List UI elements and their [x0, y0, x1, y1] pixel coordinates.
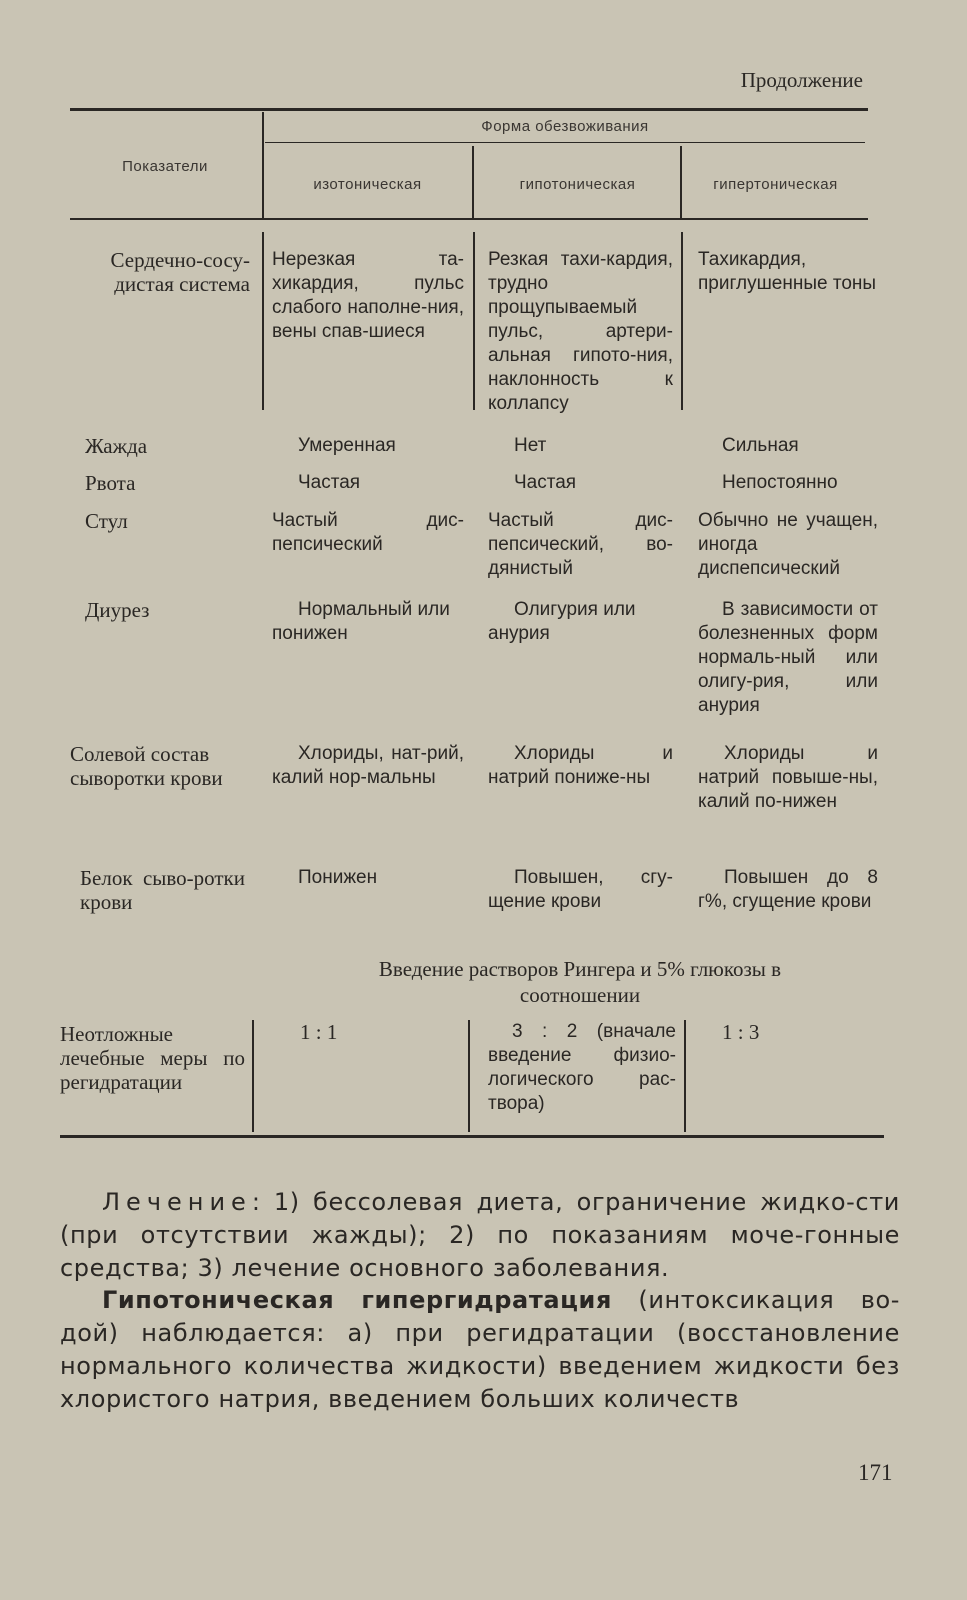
- cell-hyper-diuresis: В зависимости от болезненных форм нормаль-ный или олигу-рия, или анурия: [698, 599, 878, 716]
- row-label-rehydration: Неотложные лечебные меры по регидратации: [60, 1022, 245, 1094]
- cell-iso-cardio: Нерезкая та-хикардия, пульс слабого наполне-ния, вены спав-шиеся: [272, 249, 464, 342]
- header-hypotonic: гипотоническая: [519, 176, 636, 193]
- cell-hyper-ratio: 1 : 3: [722, 1020, 760, 1044]
- header-isotonic: изотоническая: [313, 176, 422, 193]
- cell-hyper-protein: Повышен до 8 г%, сгущение крови: [698, 867, 878, 912]
- cell-hypo-salt: Хлориды и натрий пониже-ны: [488, 743, 673, 788]
- cell-hypo-cardio: Резкая тахи-кардия, трудно прощупываемый пульс, артери-альная гипото-ния, наклонность к коллапсу: [488, 249, 673, 414]
- row-label-stool: Стул: [85, 509, 128, 533]
- cell-iso-ratio: 1 : 1: [300, 1020, 338, 1044]
- cell-iso-vomiting: Частая: [298, 472, 361, 493]
- row-label-salt: Солевой состав сыворотки крови: [70, 742, 223, 790]
- row-label-vomiting: Рвота: [85, 471, 136, 495]
- group-header-rule: [265, 142, 865, 143]
- header-divider-3: [680, 146, 682, 218]
- treatment-text: : 1) бессолевая диета, ограничение жидко-сти (при отсутствии жажды); 2) по показаниям моче-гонные средства; 3) лечение основного заболевания.: [60, 1188, 900, 1282]
- cell-hypo-vomiting: Частая: [514, 472, 577, 493]
- last-divider-1: [252, 1020, 254, 1132]
- cell-hyper-cardio: Тахикардия, приглушенные тоны: [698, 249, 877, 294]
- table-top-rule: [70, 108, 868, 111]
- cell-hypo-ratio: 3 : 2 (вначале введение физио-логического рас-твора): [488, 1021, 676, 1114]
- header-bottom-rule: [70, 218, 868, 220]
- cell-hypo-stool: Частый дис-пепсический, во-дянистый: [488, 510, 673, 579]
- header-divider-2: [472, 146, 474, 218]
- rehydration-span-text: Введение растворов Рингера и 5% глюкозы в соотношении: [378, 957, 782, 1007]
- row-label-cardio: Сердечно-сосу-дистая система: [110, 248, 250, 296]
- row-label-diuresis: Диурез: [85, 598, 150, 622]
- header-hypertonic: гипертоническая: [713, 176, 838, 193]
- cell-iso-stool: Частый дис-пепсический: [272, 510, 464, 555]
- cell-iso-salt: Хлориды, нат-рий, калий нор-мальны: [272, 743, 464, 788]
- header-divider-1: [262, 112, 264, 218]
- cell-iso-protein: Понижен: [298, 867, 378, 888]
- cell-hypo-thirst: Нет: [514, 435, 547, 456]
- hypotonic-term: Гипотоническая гипергидратация: [102, 1286, 612, 1314]
- cell-hyper-thirst: Сильная: [722, 435, 799, 456]
- last-divider-3: [684, 1020, 686, 1132]
- body-divider-1: [262, 232, 264, 410]
- cell-hyper-salt: Хлориды и натрий повыше-ны, калий по-нижен: [698, 743, 878, 812]
- cell-hyper-vomiting: Непостоянно: [722, 472, 838, 493]
- table-bottom-rule: [60, 1135, 884, 1138]
- continuation-label: Продолжение: [740, 68, 863, 92]
- hypotonic-text: (интоксикация во-дой) наблюдается: а) при регидратации (восстановление нормального количества жидкости) введением жидкости без хлористого натрия, введением больших количеств: [60, 1286, 900, 1413]
- body-divider-3: [681, 232, 683, 410]
- header-indicators: Показатели: [122, 158, 208, 175]
- last-divider-2: [468, 1020, 470, 1132]
- page-number: 171: [858, 1460, 893, 1485]
- row-label-thirst: Жажда: [85, 434, 148, 458]
- cell-hyper-stool: Обычно не учащен, иногда диспепсический: [698, 510, 878, 579]
- cell-iso-thirst: Умеренная: [298, 435, 396, 456]
- cell-iso-diuresis: Нормальный или понижен: [272, 599, 450, 644]
- row-label-protein: Белок сыво-ротки крови: [80, 866, 245, 914]
- header-dehydration-form: Форма обезвоживания: [481, 118, 649, 135]
- body-divider-2: [473, 232, 475, 410]
- treatment-lead: Лечение: [102, 1188, 252, 1216]
- cell-hypo-protein: Повышен, сгу-щение крови: [488, 867, 673, 912]
- hypotonic-paragraph: [60, 1284, 900, 1416]
- cell-hypo-diuresis: Олигурия или анурия: [488, 599, 636, 644]
- treatment-paragraph: [60, 1186, 900, 1285]
